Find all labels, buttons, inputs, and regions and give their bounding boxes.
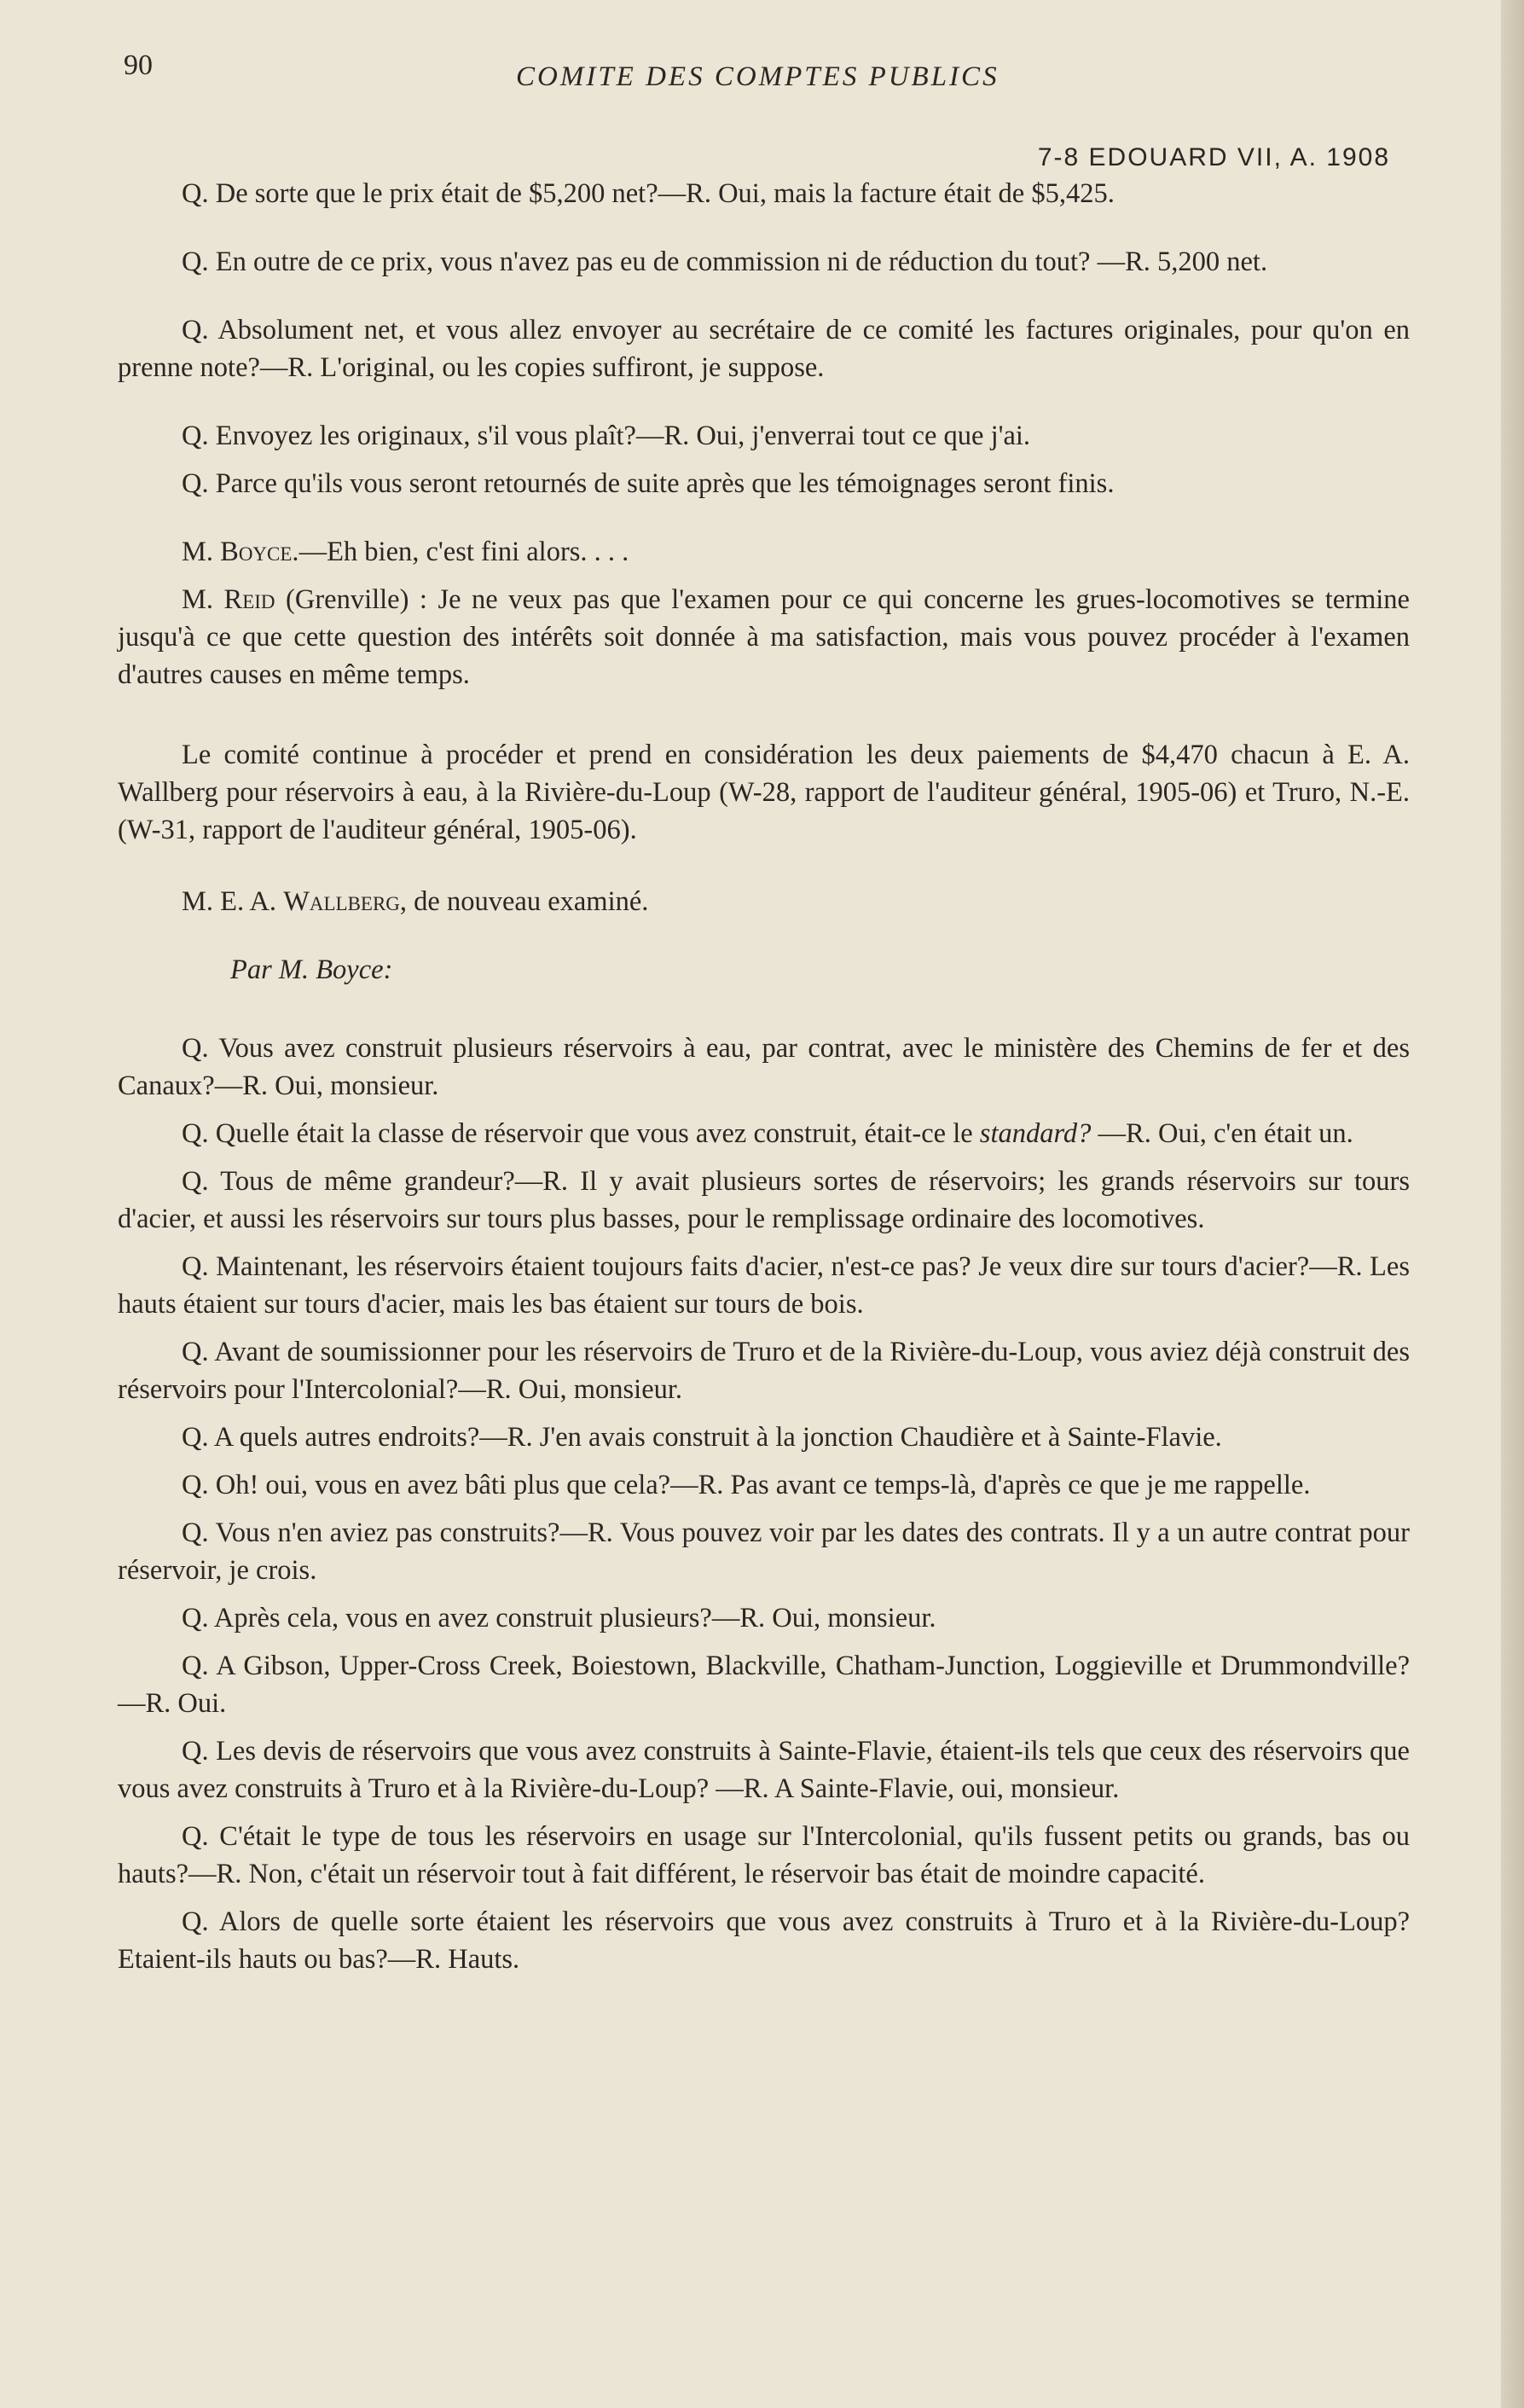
paragraph: Q. Quelle était la classe de réservoir que vous avez construit, était-ce le standard? —R. Oui, c'en était un. [182,1118,1353,1149]
paragraph: Q. Tous de même grandeur?—R. Il y avait plusieurs sortes de réservoirs; les grands réservoirs sur tours d'acier, et aussi les réservoirs sur tours plus basses, pour le remplissage ordinaire des locomotives. [118,1166,1410,1234]
paragraph: Q. Avant de soumissionner pour les réservoirs de Truro et de la Rivière-du-Loup, vous aviez déjà construit des réservoirs pour l'Intercolonial?—R. Oui, monsieur. [118,1337,1410,1405]
page-number: 90 [124,49,153,81]
emphasis: standard? [979,1118,1092,1149]
paragraph: Le comité continue à procéder et prend en considération les deux paiements de $4,470 chacun à E. A. Wallberg pour réservoirs à eau, à la Rivière-du-Loup (W-28, rapport de l'auditeur général, 1905-06) et Truro, N.-E. (W-31, rapport de l'auditeur général, 1905-06). [118,740,1410,845]
paragraph: Q. Oh! oui, vous en avez bâti plus que cela?—R. Pas avant ce temps-là, d'après ce que je me rappelle. [182,1470,1311,1500]
examiner-line: Par M. Boyce: [230,954,393,985]
paragraph: Q. Vous avez construit plusieurs réservoirs à eau, par contrat, avec le ministère des Chemins de fer et des Canaux?—R. Oui, monsieur. [118,1033,1410,1101]
paragraph: Q. C'était le type de tous les réservoirs en usage sur l'Intercolonial, qu'ils fussent petits ou grands, bas ou hauts?—R. Non, c'était un réservoir tout à fait différent, le réservoir bas était de moindre capacité. [118,1821,1410,1889]
paragraph: Q. Envoyez les originaux, s'il vous plaît?—R. Oui, j'enverrai tout ce que j'ai. [182,421,1031,451]
paragraph: Q. Maintenant, les réservoirs étaient toujours faits d'acier, n'est-ce pas? Je veux dire sur tours d'acier?—R. Les hauts étaient sur tours d'acier, mais les bas étaient sur tours de bois. [118,1251,1410,1320]
paragraph: Q. Vous n'en aviez pas construits?—R. Vous pouvez voir par les dates des contrats. Il y a un autre contrat pour réservoir, je crois. [118,1517,1410,1586]
paragraph: Q. En outre de ce prix, vous n'avez pas eu de commission ni de réduction du tout? —R. 5,200 net. [182,247,1268,277]
paragraph: Q. Les devis de réservoirs que vous avez construits à Sainte-Flavie, étaient-ils tels que ceux des réservoirs que vous avez construits à Truro et à la Rivière-du-Loup? —R. A Sainte-Flavie, oui, monsieur. [118,1736,1410,1804]
paragraph: Q. De sorte que le prix était de $5,200 net?—R. Oui, mais la facture était de $5,425. [182,178,1115,209]
page-edge [1501,0,1524,2408]
witness-line: M. E. A. Wallberg, de nouveau examiné. [182,886,649,917]
speaker-text: —Eh bien, c'est fini alors. . . . [298,537,629,567]
paragraph: Q. A quels autres endroits?—R. J'en avais construit à la jonction Chaudière et à Sainte-Flavie. [182,1422,1222,1453]
speaker-name: M. Boyce. [182,537,299,567]
paragraph: Q. Après cela, vous en avez construit plusieurs?—R. Oui, monsieur. [182,1603,936,1633]
speaker-text: (Grenville) : Je ne veux pas que l'examen pour ce qui concerne les grues-locomotives se termine jusqu'à ce que cette question des intérêts soit donnée à ma satisfaction, mais vous pouvez procéder à l'examen d'autres causes en même temps. [118,584,1410,690]
paragraph [118,581,1410,693]
paragraph: Q. Parce qu'ils vous seront retournés de suite après que les témoignages seront finis. [182,468,1115,499]
paragraph: Q. Absolument net, et vous allez envoyer au secrétaire de ce comité les factures originales, pour qu'on en prenne note?—R. L'original, ou les copies suffiront, je suppose. [118,315,1410,383]
speaker-name: M. Reid [182,584,275,615]
paragraph: Q. Alors de quelle sorte étaient les réservoirs que vous avez construits à Truro et à la Rivière-du-Loup? Etaient-ils hauts ou bas?—R. Hauts. [118,1906,1410,1975]
paragraph [118,533,1410,571]
session-label: 7-8 EDOUARD VII, A. 1908 [1037,143,1390,171]
body-text [118,175,1410,1988]
paragraph: Q. A Gibson, Upper-Cross Creek, Boiestown, Blackville, Chatham-Junction, Loggieville et Drummondville?—R. Oui. [118,1651,1410,1719]
running-head: COMITE DES COMPTES PUBLICS [516,61,1000,92]
witness-name: Wallberg [283,886,400,917]
